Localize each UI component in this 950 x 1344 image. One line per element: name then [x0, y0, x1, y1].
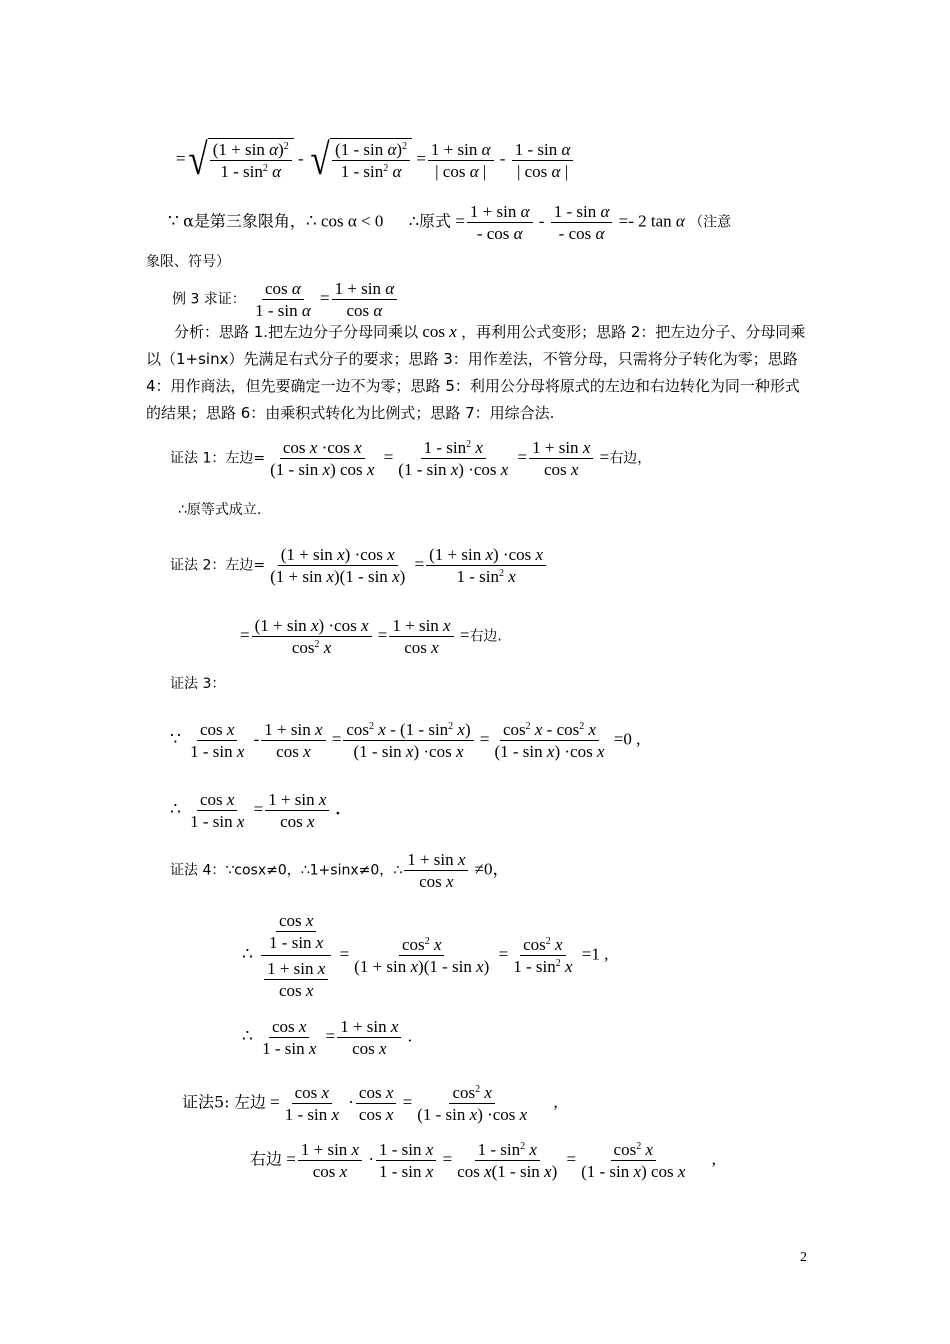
- proof-1-conclusion: ∴原等式成立.: [178, 502, 262, 518]
- proof-3: ∵ $\frac{\text{cos x}}{\text{1 - sin x}}$ - $\frac{\text{1 + sin x}}{\text{cos x}}$ = $\frac{\cos^2 x - (1 - \sin^2 x)}{\text{(1 - sin x) ·cos x}}$ = $\frac{\cos^2 x - \cos^2 x}{\text{(1 - sin x) ·cos x}}$ =0 ,: [170, 720, 641, 761]
- analysis-part1: 分析：思路 1.把左边分子分母同乘以: [174, 323, 419, 341]
- proof-1-right: 右边，: [609, 450, 652, 467]
- proof-4-quotient: ∴ $\frac{\frac{\text{cos x}}{\text{1 - sin x}}}{\frac{\text{1 + sin x}}{\text{cos x}}}$ = $\frac{\cos^2 x}{\text{(1 + sin x)(1 - sin x)}}$ = $\frac{\cos^2 x}{1 - \sin^2 x}$ =1 ,: [242, 908, 608, 1003]
- formula-radical-line: = √ $\frac{(1 + \sin \alpha)^2}{1 - \sin^2 \alpha}$ - √ $\frac{(1 - \sin \alpha)^2}{1 - \sin^2 \alpha}$ = $\frac{\text{1 + sin α}}{\text{| cos α |}}$ - $\frac{\text{1 - sin α}}{\text{| cos α |}}$: [176, 138, 575, 182]
- proof-5-right: 右边 = $\frac{\text{1 + sin x}}{\text{cos x}}$ · $\frac{\text{1 - sin x}}{\text{1 - sin x}}$ = $\frac{1 - \sin^2 x}{\text{cos x(1 - sin x)}}$ = $\frac{\cos^2 x}{\text{(1 - sin x) cos x}}$ ,: [250, 1140, 716, 1181]
- analysis-paragraph: 分析：思路 1.把左边分子分母同乘以 cos x ，再利用公式变形；思路 2：把左边分子、分母同乘以（1+sinx）先满足右式分子的要求；思路 3：用作差法，不管分母，只需将分子转化为零；思路 4：用作商法，但先要确定一边不为零；思路 5：利用公分母将原式的左边和右边转化为同一种形式的结果；思路 6：由乘积式转化为比例式；思路 7：用综合法.: [146, 322, 806, 422]
- proof-4: 证法 4：∵cosx≠0，∴1+sinx≠0，∴ $\frac{\text{1 + sin x}}{\text{cos x}}$ ≠0，: [170, 850, 510, 891]
- note-text: （注意: [689, 214, 732, 231]
- proof-3-conclusion: ∴ $\frac{\text{cos x}}{\text{1 - sin x}}$ = $\frac{\text{1 + sin x}}{\text{cos x}}$ .: [170, 790, 340, 831]
- because-text: α是第三象限角，: [183, 211, 306, 231]
- analysis-part2: ，再利用公式变形；思路 2：把左边分子、分母同乘以（1+sinx）先满足右式分子的要求；思路 3：用作差法，不管分母，只需将分子转化为零；思路 4：用作商法，但先要确定一边不为零；思路 5：利用公分母将原式的左边和右边转化为同一种形式的结果；思路 6：由乘积式转化为比例式；思路 7：用综合法.: [146, 323, 806, 422]
- example-3-label: 例 3 求证：: [172, 291, 246, 308]
- proof-5-label: 证法5:: [182, 1092, 230, 1112]
- quadrant-condition-line: ∵ α是第三象限角，∴ cos α < 0 ∴原式 = $\frac{\text{1 + sin α}}{\text{- cos α}}$ - $\frac{\text{1 - sin α}}{\text{- cos α}}$ =- 2 tan α （注意: [168, 202, 732, 243]
- proof-4-conclusion: ∴ $\frac{\text{cos x}}{\text{1 - sin x}}$ = $\frac{\text{1 + sin x}}{\text{cos x}}$ .: [242, 1017, 412, 1058]
- proof-1-label: 证法 1：左边=: [170, 450, 266, 467]
- proof-2-label: 证法 2：左边=: [170, 557, 266, 574]
- cos-negative: ∴ cos α < 0: [305, 211, 384, 231]
- proof-2: 证法 2：左边= $\frac{\text{(1 + sin x) ·cos x}}{\text{(1 + sin x)(1 - sin x)}}$ = $\frac{\text{(1 + sin x) ·cos x}}{1 - \sin^2 x}$: [170, 544, 548, 587]
- proof-4-label: 证法 4：∵cosx≠0，∴1+sinx≠0，∴: [170, 862, 403, 879]
- proof-3-label: 证法 3：: [170, 676, 226, 692]
- proof-1: 证法 1：左边= $\frac{\text{cos x ·cos x}}{\text{(1 - sin x) cos x}}$ = $\frac{1 - \sin^2 x}{\text{(1 - sin x) ·cos x}}$ = $\frac{\text{1 + sin x}}{\text{cos x}}$ =右边，: [170, 438, 652, 479]
- proof-2-right: 右边.: [469, 628, 502, 645]
- proof-5-left-label: 左边: [233, 1092, 266, 1112]
- proof-2-cont: = $\frac{\text{(1 + sin x) ·cos x}}{\cos^2 x}$ = $\frac{\text{1 + sin x}}{\text{cos x}}$ =右边.: [240, 616, 502, 657]
- page-number: 2: [800, 1250, 807, 1265]
- original-label: ∴原式: [408, 211, 452, 231]
- proof-5-right-label: 右边: [250, 1149, 283, 1169]
- proof-5-left: 证法5: 左边 = $\frac{\text{cos x}}{\text{1 - sin x}}$ · $\frac{\text{cos x}}{\text{cos x}}$ = $\frac{\cos^2 x}{\text{(1 - sin x) ·cos x}}$ ,: [182, 1083, 558, 1124]
- example-3: 例 3 求证： $\frac{\text{cos α}}{\text{1 - sin α}}$ = $\frac{\text{1 + sin α}}{\text{cos α}}$: [172, 278, 399, 321]
- note-continued: 象限、符号）: [146, 254, 230, 270]
